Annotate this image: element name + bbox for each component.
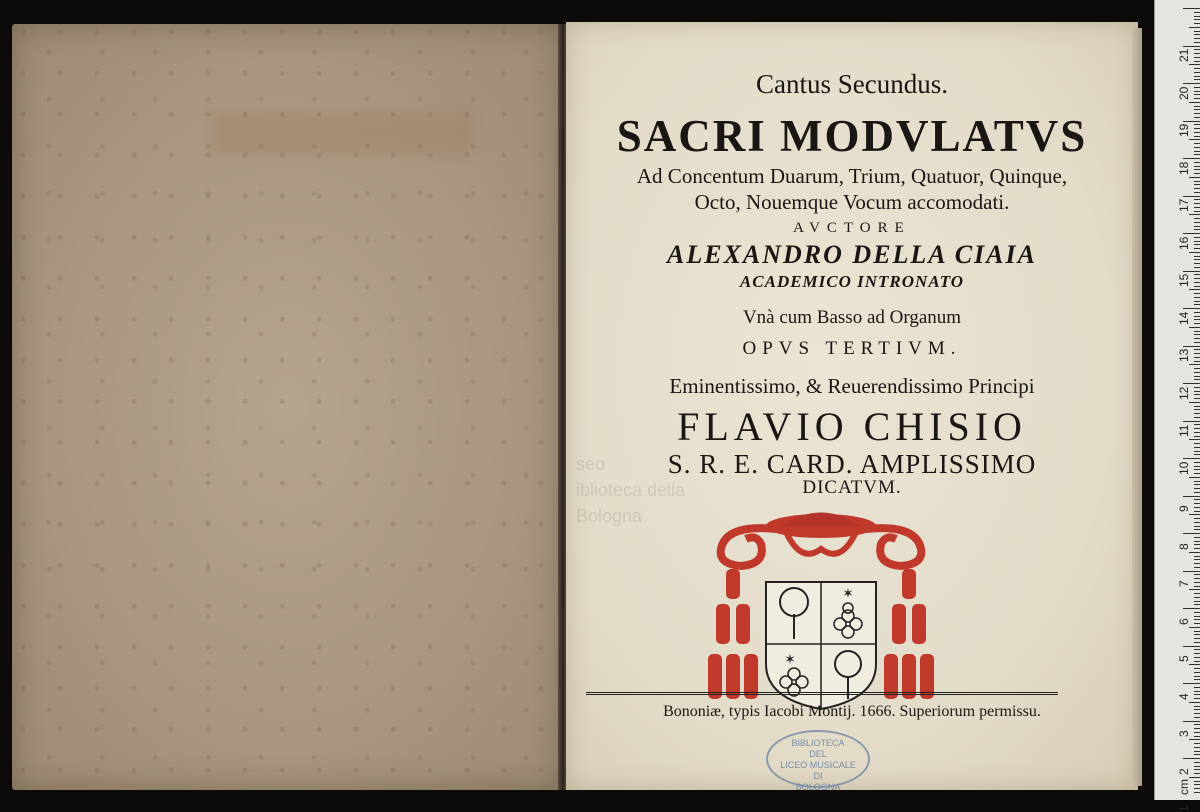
ruler-tick <box>1194 376 1200 377</box>
ruler-tick <box>1183 383 1200 384</box>
ruler-tick <box>1194 492 1200 493</box>
ruler-number: 13 <box>1177 348 1191 362</box>
dedicatee-title: S. R. E. CARD. AMPLISSIMO <box>667 449 1037 479</box>
dedication-line: Eminentissimo, & Reuerendissimo Principi <box>669 374 1035 398</box>
ruler-tick <box>1194 312 1200 313</box>
ruler-tick <box>1194 241 1200 242</box>
page-edge <box>1132 28 1142 786</box>
ruler-tick <box>1194 473 1200 474</box>
bleed-through-text: Bologna <box>576 506 643 526</box>
ruler-tick <box>1194 462 1200 463</box>
ruler-tick <box>1194 743 1200 744</box>
ruler-tick <box>1183 271 1200 272</box>
dedicatee-name: FLAVIO CHISIO <box>677 404 1027 449</box>
bleed-through-text: seo <box>576 454 606 474</box>
ruler-tick <box>1194 323 1200 324</box>
ruler-tick <box>1194 417 1200 418</box>
ruler-tick <box>1194 229 1200 230</box>
ruler-tick <box>1194 387 1200 388</box>
title-page <box>566 22 1138 790</box>
ruler-tick <box>1194 616 1200 617</box>
ruler-tick <box>1194 432 1200 433</box>
ruler-number: 15 <box>1177 273 1191 287</box>
ruler-tick <box>1194 124 1200 125</box>
ruler-tick <box>1194 713 1200 714</box>
ruler-tick <box>1194 16 1200 17</box>
ruler-number: 3 <box>1177 730 1191 737</box>
ruler-tick <box>1194 263 1200 264</box>
ruler-tick <box>1194 522 1200 523</box>
ruler-tick <box>1194 424 1200 425</box>
ruler-tick <box>1194 574 1200 575</box>
ruler-tick <box>1194 31 1200 32</box>
ruler-tick <box>1189 177 1200 178</box>
ruler-tick <box>1194 784 1200 785</box>
basso-line: Vnà cum Basso ad Organum <box>742 307 962 328</box>
ruler-tick <box>1194 661 1200 662</box>
ruler-tick <box>1189 402 1200 403</box>
ruler-tick <box>1189 102 1200 103</box>
ruler-tick <box>1194 732 1200 733</box>
ruler-tick <box>1194 278 1200 279</box>
ruler-tick <box>1194 406 1200 407</box>
ruler-tick <box>1194 53 1200 54</box>
ruler-tick <box>1194 762 1200 763</box>
ruler-tick <box>1194 447 1200 448</box>
ruler-tick <box>1194 488 1200 489</box>
ruler-tick <box>1194 649 1200 650</box>
ruler-tick <box>1189 739 1200 740</box>
ruler-tick <box>1183 308 1200 309</box>
ruler-tick <box>1194 582 1200 583</box>
ruler-tick <box>1194 169 1200 170</box>
ruler-tick <box>1194 19 1200 20</box>
library-stamp <box>766 730 870 792</box>
ruler-tick <box>1194 259 1200 260</box>
part-name: Cantus Secundus. <box>756 69 948 99</box>
ruler-tick <box>1194 143 1200 144</box>
ruler-tick <box>1194 57 1200 58</box>
ruler-tick <box>1194 526 1200 527</box>
subtitle-line-1: Ad Concentum Duarum, Trium, Quatuor, Quinque, <box>636 164 1068 188</box>
ruler-tick <box>1194 199 1200 200</box>
ruler-tick <box>1194 709 1200 710</box>
ruler-tick <box>1194 368 1200 369</box>
ruler-tick <box>1194 604 1200 605</box>
ruler-tick <box>1194 12 1200 13</box>
ruler-tick <box>1194 357 1200 358</box>
ruler-tick <box>1194 413 1200 414</box>
ruler-tick <box>1194 23 1200 24</box>
coat-of-arms-icon <box>706 504 936 714</box>
ruler-unit: cm <box>1177 779 1191 795</box>
ruler-tick <box>1194 676 1200 677</box>
ruler-tick <box>1194 286 1200 287</box>
ruler-tick <box>1189 589 1200 590</box>
ruler-tick <box>1183 46 1200 47</box>
ruler-tick <box>1194 316 1200 317</box>
blank-cover-page <box>12 24 562 790</box>
ruler-number: 12 <box>1177 386 1191 400</box>
ruler-number: 20 <box>1177 86 1191 100</box>
ruler-tick <box>1194 391 1200 392</box>
ruler-number: 2 <box>1177 767 1191 775</box>
measuring-ruler <box>1154 0 1200 812</box>
ruler-tick <box>1189 552 1200 553</box>
ruler-tick <box>1194 94 1200 95</box>
ruler-tick <box>1194 203 1200 204</box>
ruler-tick <box>1194 544 1200 545</box>
ruler-number: 16 <box>1177 236 1191 250</box>
ruler-tick <box>1194 91 1200 92</box>
ruler-tick <box>1194 503 1200 504</box>
ruler-tick <box>1194 211 1200 212</box>
ruler-tick <box>1194 792 1200 793</box>
ruler-tick <box>1194 769 1200 770</box>
ruler-tick <box>1194 507 1200 508</box>
ruler-tick <box>1194 466 1200 467</box>
ruler-tick <box>1194 248 1200 249</box>
ruler-tick <box>1194 766 1200 767</box>
ruler-tick <box>1194 586 1200 587</box>
ruler-tick <box>1194 563 1200 564</box>
ruler-tick <box>1194 237 1200 238</box>
stamp-line: BOLOGNA <box>795 782 841 792</box>
ruler-tick <box>1189 664 1200 665</box>
ruler-tick <box>1189 27 1200 28</box>
ruler-tick <box>1194 301 1200 302</box>
ruler-tick <box>1189 64 1200 65</box>
ruler-tick <box>1194 372 1200 373</box>
ruler-tick <box>1194 511 1200 512</box>
ruler-tick <box>1194 49 1200 50</box>
ruler-tick <box>1183 721 1200 722</box>
ruler-tick <box>1194 147 1200 148</box>
ruler-tick <box>1194 297 1200 298</box>
imprint-line: Bononiæ, typis Iacobi Montij. 1666. Superiorum permissu. <box>663 703 1041 720</box>
ruler-tick <box>1189 627 1200 628</box>
ruler-tick <box>1194 162 1200 163</box>
ruler-tick <box>1194 398 1200 399</box>
ruler-tick <box>1189 289 1200 290</box>
ruler-tick <box>1194 274 1200 275</box>
ruler-tick <box>1194 672 1200 673</box>
ruler-tick <box>1194 631 1200 632</box>
ruler-tick <box>1194 151 1200 152</box>
stamp-line: DEL <box>809 749 827 759</box>
svg-text:✶: ✶ <box>784 653 796 668</box>
ruler-tick <box>1194 679 1200 680</box>
ruler-number: 1 <box>1177 805 1191 812</box>
ruler-tick <box>1194 623 1200 624</box>
stamp-line: DI <box>813 771 823 781</box>
ruler-tick <box>1194 282 1200 283</box>
ruler-tick <box>1194 132 1200 133</box>
ruler-tick <box>1194 68 1200 69</box>
ruler-tick <box>1194 173 1200 174</box>
ruler-tick <box>1183 533 1200 534</box>
ruler-tick <box>1194 361 1200 362</box>
ruler-tick <box>1194 443 1200 444</box>
ruler-tick <box>1194 304 1200 305</box>
ruler-tick <box>1194 256 1200 257</box>
ruler-tick <box>1183 346 1200 347</box>
ruler-tick <box>1194 226 1200 227</box>
ruler-tick <box>1194 601 1200 602</box>
ruler-tick <box>1194 319 1200 320</box>
ruler-tick <box>1189 214 1200 215</box>
ruler-tick <box>1194 541 1200 542</box>
ruler-number: 18 <box>1177 161 1191 175</box>
ruler-tick <box>1194 619 1200 620</box>
ruler-tick <box>1194 469 1200 470</box>
ruler-tick <box>1194 728 1200 729</box>
ruler-tick <box>1194 34 1200 35</box>
ruler-tick <box>1194 773 1200 774</box>
ruler-tick <box>1194 293 1200 294</box>
ruler-tick <box>1194 98 1200 99</box>
ruler-tick <box>1194 87 1200 88</box>
ruler-number: 11 <box>1177 424 1191 437</box>
ruler-tick <box>1189 477 1200 478</box>
ruler-number: 14 <box>1177 311 1191 325</box>
ruler-tick <box>1189 327 1200 328</box>
ruler-tick <box>1194 612 1200 613</box>
ruler-tick <box>1194 642 1200 643</box>
ruler-number: 5 <box>1177 655 1191 662</box>
ruler-tick <box>1189 252 1200 253</box>
ruler-tick <box>1194 342 1200 343</box>
ruler-tick <box>1194 42 1200 43</box>
ruler-tick <box>1194 428 1200 429</box>
ruler-number: 8 <box>1177 542 1191 550</box>
ruler-tick <box>1194 548 1200 549</box>
ruler-tick <box>1194 106 1200 107</box>
ruler-tick <box>1194 747 1200 748</box>
ruler-tick <box>1194 668 1200 669</box>
ruler-tick <box>1194 687 1200 688</box>
ruler-number: 10 <box>1177 461 1191 475</box>
ruler-tick <box>1194 192 1200 193</box>
ruler-tick <box>1194 109 1200 110</box>
ruler-tick <box>1194 188 1200 189</box>
ruler-tick <box>1194 409 1200 410</box>
ruler-tick <box>1194 578 1200 579</box>
ruler-tick <box>1183 608 1200 609</box>
ruler-tick <box>1194 113 1200 114</box>
ruler-tick <box>1194 559 1200 560</box>
ruler-tick <box>1194 331 1200 332</box>
ruler-tick <box>1194 754 1200 755</box>
ruler-tick <box>1194 154 1200 155</box>
ruler-tick <box>1189 439 1200 440</box>
ruler-tick <box>1194 218 1200 219</box>
ruler-tick <box>1194 72 1200 73</box>
ruler-tick <box>1183 196 1200 197</box>
ruler-tick <box>1194 349 1200 350</box>
ruler-tick <box>1189 364 1200 365</box>
ruler-tick <box>1194 781 1200 782</box>
ruler-tick <box>1194 751 1200 752</box>
ruler-number: 19 <box>1177 123 1191 137</box>
ruler-tick <box>1194 244 1200 245</box>
ruler-tick <box>1194 638 1200 639</box>
ruler-tick <box>1194 529 1200 530</box>
ruler-tick <box>1189 777 1200 778</box>
subtitle-line-2: Octo, Nouemque Vocum accomodati. <box>694 190 1010 214</box>
ruler-tick <box>1194 518 1200 519</box>
author-label: AVCTORE <box>793 220 911 236</box>
ruler-tick <box>1183 233 1200 234</box>
author-name: ALEXANDRO DELLA CIAIA <box>667 240 1037 269</box>
ruler-tick <box>1194 394 1200 395</box>
ruler-tick <box>1183 121 1200 122</box>
ruler-tick <box>1183 421 1200 422</box>
ruler-tick <box>1194 653 1200 654</box>
imprint-rule <box>586 692 1058 695</box>
opus-number: OPVS TERTIVM. <box>742 338 962 359</box>
bleed-through-text: iblioteca della <box>576 480 686 500</box>
ruler-tick <box>1194 736 1200 737</box>
ruler-number: 4 <box>1177 692 1191 700</box>
ruler-tick <box>1189 514 1200 515</box>
ruler-tick <box>1194 694 1200 695</box>
stamp-line: BIBLIOTECA <box>791 738 845 748</box>
ruler-tick <box>1194 117 1200 118</box>
ruler-tick <box>1194 61 1200 62</box>
ruler-tick <box>1189 702 1200 703</box>
main-title: SACRI MODVLATVS <box>616 111 1088 161</box>
svg-text:✶: ✶ <box>842 587 854 602</box>
ruler-tick <box>1194 788 1200 789</box>
ruler-tick <box>1183 758 1200 759</box>
author-affiliation: ACADEMICO INTRONATO <box>739 272 965 291</box>
ruler-tick <box>1194 597 1200 598</box>
ruler-tick <box>1194 481 1200 482</box>
ruler-tick <box>1194 556 1200 557</box>
ruler-number: 21 <box>1177 48 1191 62</box>
ruler-tick <box>1183 83 1200 84</box>
ruler-tick <box>1194 334 1200 335</box>
ruler-tick <box>1194 706 1200 707</box>
ruler-tick <box>1194 724 1200 725</box>
ruler-tick <box>1194 136 1200 137</box>
ruler-number: 7 <box>1177 580 1191 587</box>
stamp-line: LICEO MUSICALE <box>780 760 856 770</box>
ruler-tick <box>1194 267 1200 268</box>
ruler-tick <box>1194 717 1200 718</box>
ruler-tick <box>1194 166 1200 167</box>
ruler-tick <box>1194 567 1200 568</box>
ruler-tick <box>1194 181 1200 182</box>
dedicated-word: DICATVM. <box>802 477 902 498</box>
ruler-tick <box>1194 207 1200 208</box>
ruler-tick <box>1194 128 1200 129</box>
ruler-tick <box>1194 657 1200 658</box>
ruler-tick <box>1194 379 1200 380</box>
ruler-tick <box>1194 634 1200 635</box>
ruler-tick <box>1194 38 1200 39</box>
ruler-tick <box>1194 222 1200 223</box>
ruler-tick <box>1183 683 1200 684</box>
ruler-tick <box>1194 184 1200 185</box>
ruler-tick <box>1194 79 1200 80</box>
ruler-number: 17 <box>1177 198 1191 212</box>
ruler-tick <box>1194 484 1200 485</box>
ruler-tick <box>1194 698 1200 699</box>
ruler-tick <box>1183 158 1200 159</box>
ruler-tick <box>1183 646 1200 647</box>
ruler-tick <box>1183 496 1200 497</box>
ruler-tick <box>1194 593 1200 594</box>
ruler-tick <box>1194 76 1200 77</box>
ruler-number: 9 <box>1177 505 1191 512</box>
ruler-tick <box>1194 436 1200 437</box>
ruler-tick <box>1194 537 1200 538</box>
ruler-tick <box>1194 499 1200 500</box>
ruler-tick <box>1183 458 1200 459</box>
ruler-tick <box>1194 691 1200 692</box>
ruler-tick <box>1183 8 1200 9</box>
ruler-tick <box>1189 139 1200 140</box>
ruler-tick <box>1194 353 1200 354</box>
ruler-tick <box>1194 338 1200 339</box>
ruler-tick <box>1194 451 1200 452</box>
ruler-tick <box>1194 454 1200 455</box>
ruler-number: 6 <box>1177 617 1191 625</box>
ruler-tick <box>1183 571 1200 572</box>
